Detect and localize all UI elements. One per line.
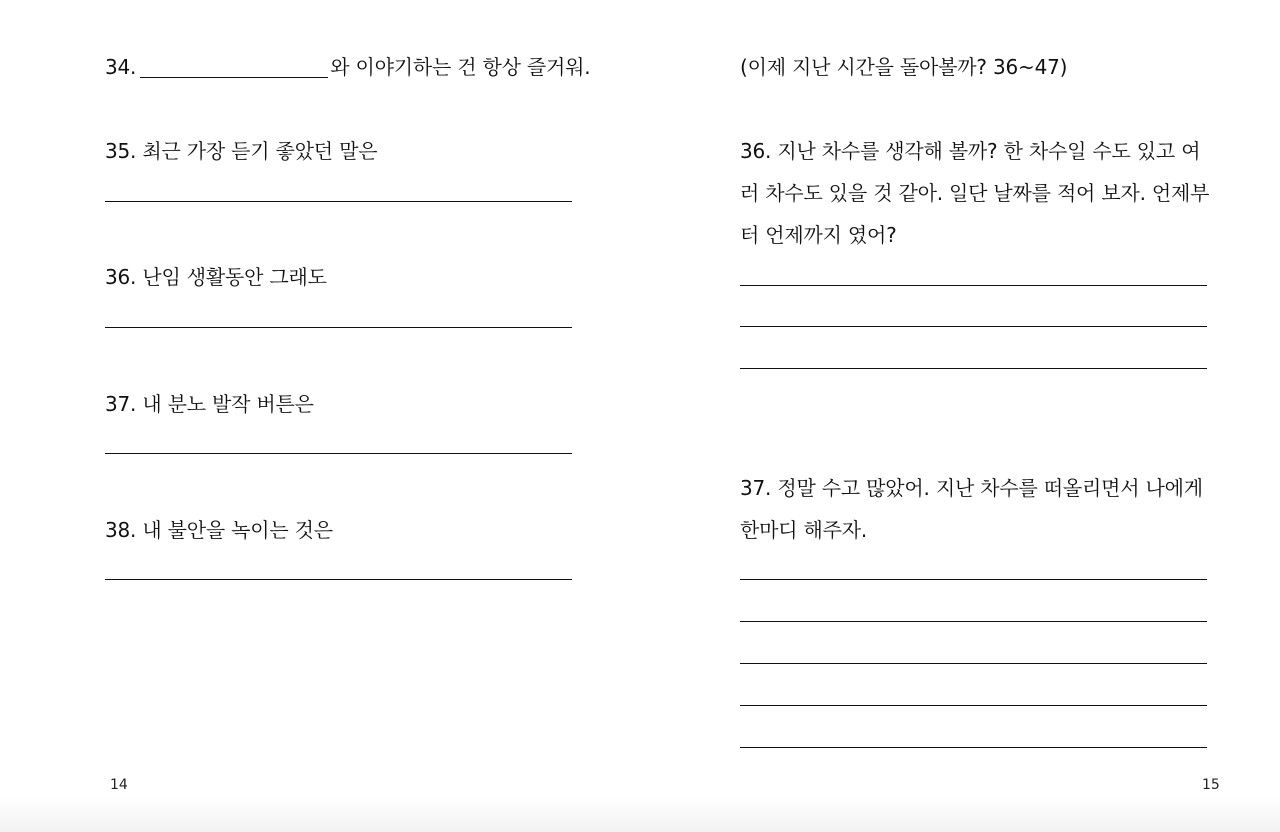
answer-line-36[interactable] (105, 327, 572, 328)
answer-line-37-right-3[interactable] (740, 663, 1207, 664)
answer-line-36-right-2[interactable] (740, 326, 1207, 327)
question-36-right: 36. 지난 차수를 생각해 볼까? 한 차수일 수도 있고 여러 차수도 있을 것 같아. 일단 날짜를 적어 보자. 언제부터 언제까지 였어? (740, 139, 1210, 247)
question-34 (105, 46, 590, 88)
answer-line-37-right-4[interactable] (740, 705, 1207, 706)
question-37: 37. 내 분노 발작 버튼은 (105, 392, 314, 416)
question-36: 36. 난임 생활동안 그래도 (105, 265, 327, 289)
answer-line-38[interactable] (105, 579, 572, 580)
answer-line-37-right-5[interactable] (740, 747, 1207, 748)
question-37-right: 37. 정말 수고 많았어. 지난 차수를 떠올리면서 나에게 한마디 해주자. (740, 476, 1203, 542)
question-34-number: 34. (105, 55, 137, 79)
question-34-blank[interactable] (140, 55, 328, 78)
page-number-right: 15 (1202, 777, 1220, 793)
question-38: 38. 내 불안을 녹이는 것은 (105, 518, 333, 542)
answer-line-36-right-1[interactable] (740, 285, 1207, 286)
question-35: 35. 최근 가장 듣기 좋았던 말은 (105, 139, 378, 163)
answer-line-37-right-1[interactable] (740, 579, 1207, 580)
page-bottom-shadow (0, 798, 1280, 832)
question-34-text: 와 이야기하는 건 항상 즐거워. (330, 55, 591, 79)
page-number-left: 14 (110, 777, 128, 793)
answer-line-36-right-3[interactable] (740, 368, 1207, 369)
answer-line-37[interactable] (105, 453, 572, 454)
answer-line-37-right-2[interactable] (740, 621, 1207, 622)
answer-line-35[interactable] (105, 201, 572, 202)
section-intro: (이제 지난 시간을 돌아볼까? 36~47) (740, 55, 1068, 79)
